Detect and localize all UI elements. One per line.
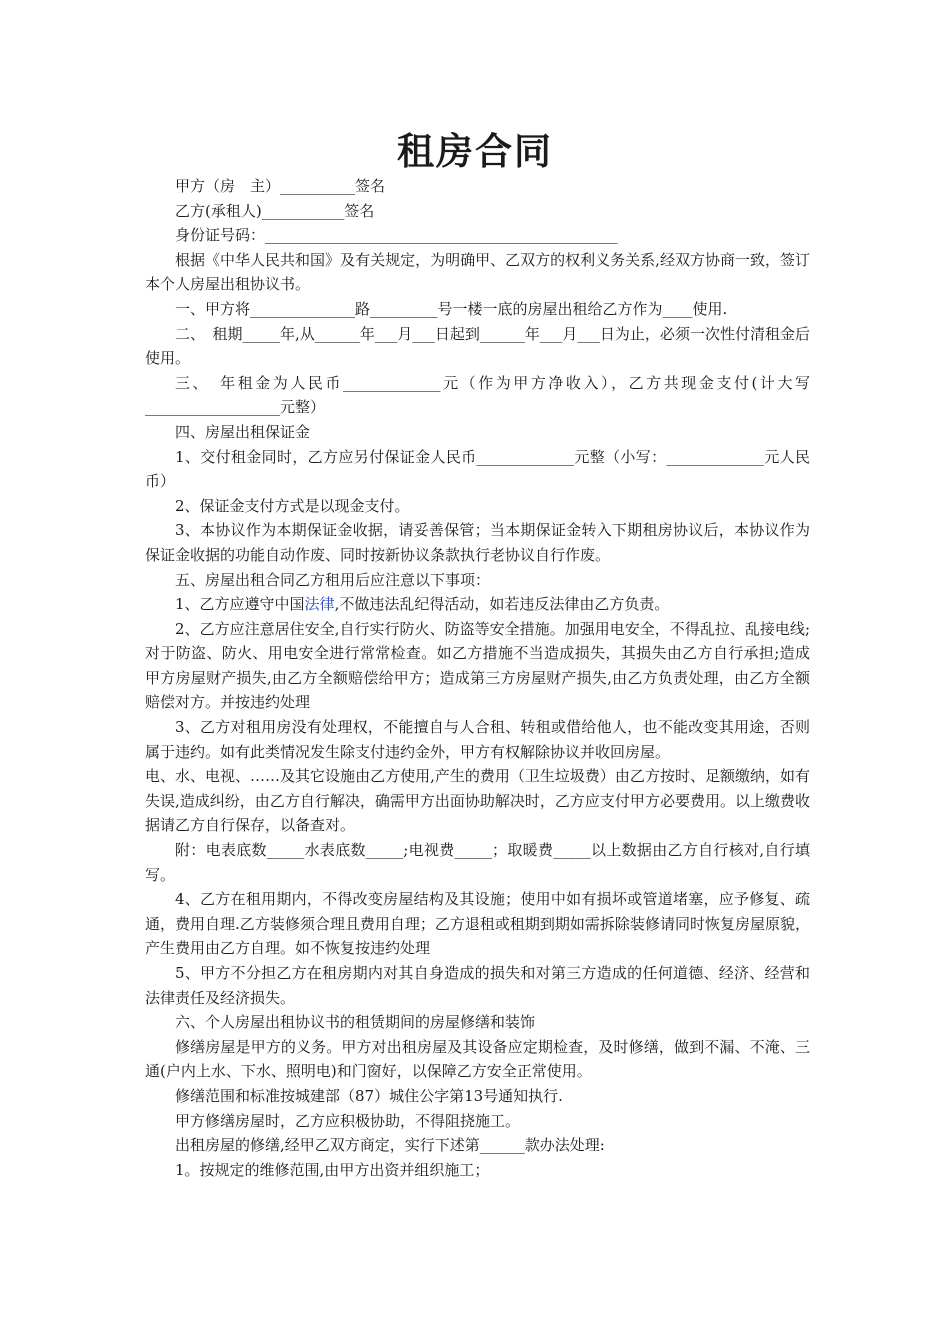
paragraph-party-a: 甲方（房 主）__________签名 <box>175 177 386 195</box>
paragraph-clause-6-heading: 六、个人房屋出租协议书的租赁期间的房屋修缮和装饰 <box>175 1013 536 1032</box>
paragraph-repair-duty: 修缮房屋是甲方的义务。甲方对出租房屋及其设备应定期检查，及时修缮，做到不漏、不淹、三通(户内上水、下水、照明电)和门窗好，以保障乙方安全正常使用。 <box>145 1037 810 1081</box>
paragraph-clause-2: 二、 租期_____年,从______年___月___日起到______年___月___日为止，必须一次性付清租金后使用。 <box>145 324 810 368</box>
paragraph-repair-cooperation: 甲方修缮房屋时，乙方应积极协助，不得阻挠施工。 <box>175 1111 521 1130</box>
paragraph-notice-1 <box>145 592 810 617</box>
paragraph-notice-2: 2、乙方应注意居住安全,自行实行防火、防盗等安全措施。加强用电安全，不得乱拉、乱接电线;对于防盗、防火、用电安全进行常常检查。如乙方措施不当造成损失，其损失由乙方自行承担;造成甲方房屋财产损失,由乙方全额赔偿给甲方；造成第三方房屋财产损失,由乙方负责处理，由乙方全额赔偿对方。并按违约处理 <box>145 619 810 712</box>
paragraph-notice-3: 3、乙方对租用房没有处理权，不能擅自与人合租、转租或借给他人，也不能改变其用途，否则属于违约。如有此类情况发生除支付违约金外，甲方有权解除协议并收回房屋。 <box>145 718 810 761</box>
paragraph-deposit-1: 1、交付租金同时，乙方应另付保证金人民币_____________元整（小写：_____________元人民币） <box>145 447 810 491</box>
paragraph-id-number: 身份证号码：_______________________________________________ <box>175 226 618 245</box>
paragraph-clause-5-heading: 五、房屋出租合同乙方租用后应注意以下事项： <box>175 570 491 589</box>
notice-1-pre: 1、乙方应遵守中国 <box>175 595 305 614</box>
paragraph-clause-4-heading: 四、房屋出租保证金 <box>175 422 311 441</box>
paragraph-deposit-3: 3、本协议作为本期保证金收据，请妥善保管；当本期保证金转入下期租房协议后，本协议作为保证金收据的功能自动作废、同时按新协议条款执行老协议自行作废。 <box>145 521 810 564</box>
document-body <box>145 174 810 1182</box>
paragraph-clause-3: 三、 年租金为人民币_____________元（作为甲方净收入），乙方共现金支付(计大写__________________元整） <box>145 373 810 417</box>
paragraph-notice-5: 5、甲方不分担乙方在租房期内对其自身造成的损失和对第三方造成的任何道德、经济、经营和法律责任及经济损失。 <box>145 964 810 1007</box>
paragraph-repair-standard: 修缮范围和标准按城建部（87）城住公字第13号通知执行. <box>175 1086 563 1105</box>
paragraph-utilities: 电、水、电视、……及其它设施由乙方使用,产生的费用（卫生垃圾费）由乙方按时、足额缴纳，如有失误,造成纠纷，由乙方自行解决，确需甲方出面协助解决时，乙方应支付甲方必要费用。以上缴费收据请乙方自行保存，以备查对。 <box>145 767 810 835</box>
paragraph-repair-option-1: 1。按规定的维修范围,由甲方出资并组织施工； <box>175 1160 490 1179</box>
paragraph-notice-4: 4、乙方在租用期内，不得改变房屋结构及其设施；使用中如有损坏或管道堵塞，应予修复、疏通，费用自理.乙方装修须合理且费用自理；乙方退租或租期到期如需拆除装修请同时恢复房屋原貌，产生费用由乙方自理。如不恢复按违约处理 <box>145 890 810 958</box>
document-title: 租房合同 <box>397 129 553 173</box>
notice-1-post: ,不做违法乱纪得活动，如若违反法律由乙方负责。 <box>334 595 670 614</box>
paragraph-clause-1: 一、甲方将______________路_________号一楼一底的房屋出租给乙方作为____使用. <box>175 299 728 318</box>
paragraph-preamble: 根据《中华人民共和国》及有关规定，为明确甲、乙双方的权利义务关系,经双方协商一致，签订本个人房屋出租协议书。 <box>145 250 810 294</box>
paragraph-party-b: 乙方(承租人)___________签名 <box>175 201 375 220</box>
paragraph-deposit-2: 2、保证金支付方式是以现金支付。 <box>175 496 410 515</box>
paragraph-repair-method: 出租房屋的修缮,经甲乙双方商定，实行下述第______款办法处理: <box>175 1136 605 1155</box>
paragraph-appendix-meters: 附：电表底数_____水表底数_____;电视费_____；取暖费_____以上数据由乙方自行核对,自行填写。 <box>145 841 810 884</box>
law-link[interactable]: 法律 <box>304 595 335 614</box>
